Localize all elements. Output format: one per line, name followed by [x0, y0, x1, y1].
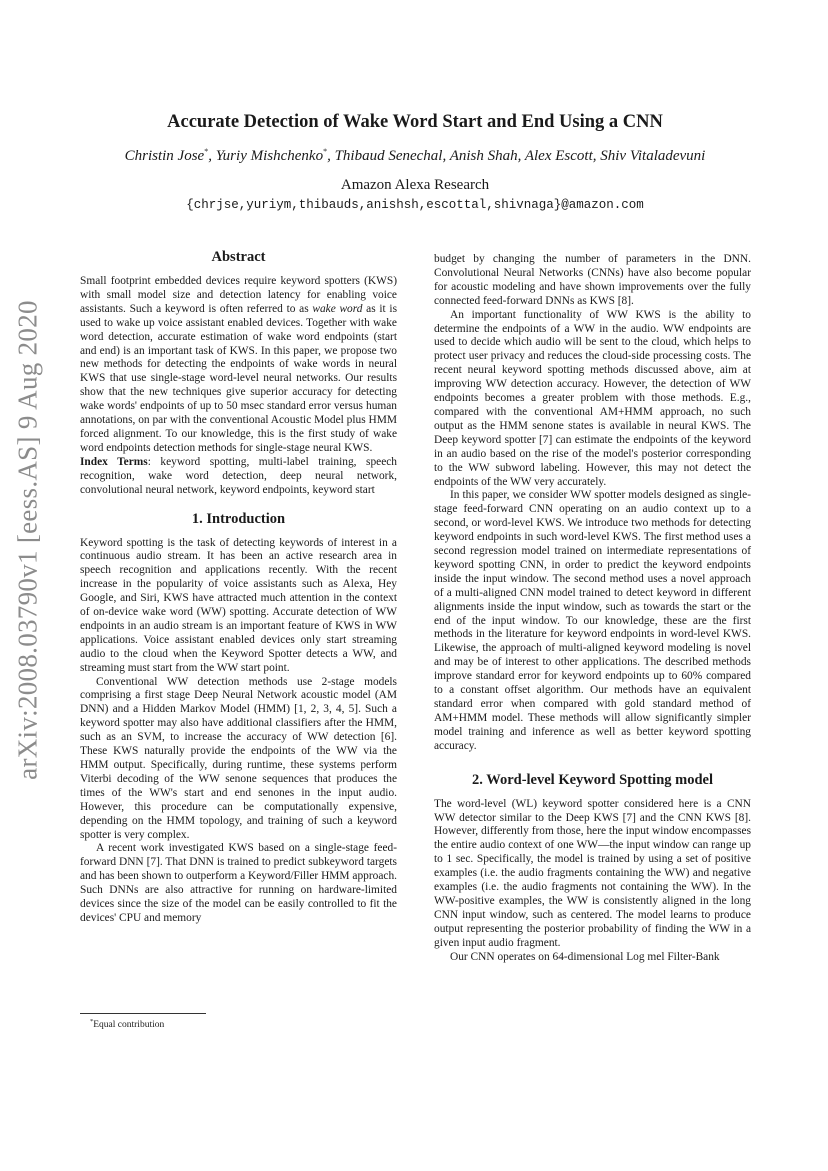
- abstract-heading: Abstract: [211, 249, 266, 265]
- equal-contribution-mark: *: [204, 147, 209, 156]
- section-2-paragraph-1: The word-level (WL) keyword spotter considered here is a CNN WW detector similar to the Deep KWS [7] and the CNN KWS [8]. However, differently from those, here the input window encompasses the entire audio context of one WW—the input window can range up to 1 sec. Specifically, the model is trained by using a set of positive examples (i.e. the audio fragments containing the WW) and negative examples (i.e. the audio fragments not containing the WW). In the WW-positive examples, the WW is consistently aligned in the long CNN input window, such as centered. The model learns to produce output representing the posterior probability of finding the WW in a given input audio fragment.: [434, 797, 751, 949]
- footnote-mark: *: [90, 1018, 94, 1025]
- author-1: Christin Jose: [124, 148, 205, 164]
- intro-paragraph-3: A recent work investigated KWS based on a single-stage feed-forward DNN [7]. That DNN is trained to predict subkeyword targets and has been shown to outperform a Keyword/Filler HMM approach. Such DNNs are also attractive for running on hardware-limited devices since the size of the model can be easily controlled to fit the devices' CPU and memory: [80, 842, 397, 924]
- left-column: [80, 248, 397, 926]
- index-terms: [80, 456, 397, 498]
- arxiv-id: arXiv:2008.03790v1 [eess.AS] 9 Aug 2020: [12, 300, 43, 780]
- intro-paragraph-2: Conventional WW detection methods use 2-stage models comprising a first stage Deep Neural Network acoustic model (AM DNN) and a Hidden Markov Model (HMM) [1, 2, 3, 4, 5]. Such a keyword spotter may also have additional classifiers after the HMM, such as an SVM, to increase the accuracy of WW detection [6]. These KWS naturally provide the endpoints of the WW via the HMM output. Specifically, during runtime, these systems perform Viterbi decoding of the WW senone sequences that produces the times of the WW's start and end senones in the input audio. However, this procedure can be computationally expensive, depending on the HMM topology, and training of such a keyword spotter is very complex.: [80, 675, 397, 841]
- affiliation: Amazon Alexa Research: [340, 177, 490, 193]
- footnote-rule: [80, 1013, 206, 1014]
- abstract-text: [80, 275, 397, 456]
- footnote: [90, 1018, 164, 1030]
- author-2: , Yuriy Mishchenko: [208, 148, 324, 164]
- intro-paragraph-6: In this paper, we consider WW spotter models designed as single-stage feed-forward CNN operating on an audio context up to a second, or word-level KWS. We introduce two methods for detecting keyword endpoints in such word-level KWS. The first method uses a second regression model trained on intermediate representations of keyword spotting CNN, in order to predict the keyword endpoints inside the input window. The second method uses a novel approach of a multi-aligned CNN model trained to detect keyword in different alignments inside the input window, such as towards the start or the end of the input window. To our knowledge, these are the first methods in the literature for keyword endpoints in word-level KWS. Likewise, the approach of multi-aligned keyword modeling is novel and may be of interest to other applications. The described methods improve standard error for keyword endpoints up to 60% compared to a constant offset algorithm. Our methods have an equivalent standard error when compared with gold standard method of AM+HMM model. These methods will allow significantly simpler model training and inference as well as better keyword spotting accuracy.: [434, 489, 751, 752]
- intro-paragraph-1: Keyword spotting is the task of detecting keywords of interest in a continuous audio stream. It has been an active research area in speech recognition and applications recently. With the recent increase in the popularity of voice assistants such as Alexa, Hey Google, and Siri, KWS have attracted much attention in the context of on-device wake word (WW) spotting. Accurate detection of WW endpoints in an audio stream is an important feature of KWS in WW applications. Voice assistant enabled devices only start streaming audio to the cloud when the Keyword Spotter detects a WW, and streaming must start from the WW start point.: [80, 536, 397, 674]
- author-rest: , Thibaud Senechal, Anish Shah, Alex Escott, Shiv Vitaladevuni: [327, 148, 706, 164]
- paper-header: [80, 112, 750, 212]
- intro-paragraph-4: budget by changing the number of parameters in the DNN. Convolutional Neural Networks (CNNs) have also become popular for acoustic modeling and have shown improvements over the fully connected feed-forward DNNs as KWS [8].: [434, 253, 751, 307]
- abstract-text-part: Small footprint embedded devices require keyword spotters (KWS) with small model size and detection latency for enabling voice assistants. Such a keyword is often referred to as: [80, 275, 397, 315]
- equal-contribution-mark: *: [323, 147, 328, 156]
- index-terms-label: Index Terms: [80, 455, 148, 468]
- author-list: [80, 147, 750, 165]
- abstract-text-part: as it is used to wake up voice assistant enabled devices. Together with wake word detection, accurate estimation of wake word endpoints (start and end) is an important task of KWS. In this paper, we propose two new methods for detecting the endpoints of wake words in neural KWS that use single-stage word-level neural networks. Our results show that the new techniques give superior accuracy for detecting wake words' endpoints of up to 50 msec standard error versus human annotations, on par with the conventional Acoustic Model plus HMM forced alignment. To our knowledge, this is the first study of wake word endpoints detection methods for single-stage neural KWS.: [80, 302, 398, 454]
- paper-title: Accurate Detection of Wake Word Start and End Using a CNN: [167, 112, 663, 132]
- section-2-paragraph-2: Our CNN operates on 64-dimensional Log mel Filter-Bank: [450, 950, 720, 963]
- right-column: [434, 253, 751, 965]
- author-emails: {chrjse,yuriym,thibauds,anishsh,escottal,shivnaga}@amazon.com: [186, 198, 644, 212]
- section-1-heading: 1. Introduction: [191, 510, 286, 527]
- abstract-emphasis: wake word: [312, 302, 363, 315]
- index-terms-text: : keyword spotting, multi-label training, speech recognition, wake word detection, deep neural network, convolutional neural network, keyword endpoints, keyword start: [80, 455, 397, 496]
- section-2-heading: 2. Word-level Keyword Spotting model: [472, 771, 713, 788]
- footnote-text: Equal contribution: [93, 1020, 165, 1031]
- intro-paragraph-5: An important functionality of WW KWS is the ability to determine the endpoints of a WW in the audio. WW endpoints are used to decide which audio will be sent to the cloud, which helps to protect user privacy and reduces the cloud-side processing costs. The recent neural keyword spotting methods discussed above, aim at improving WW detection accuracy. However, the detection of WW endpoints becomes a greater problem with those methods. E.g., compared with the conventional AM+HMM approach, no such output as the HMM senone states is available in neural KWS. The Deep keyword spotter [7] can estimate the endpoints of the keyword in an audio based on the rise of the model's posterior corresponding to the WW subword labeling. However, this may not detect the endpoints of the WW very accurately.: [434, 308, 751, 488]
